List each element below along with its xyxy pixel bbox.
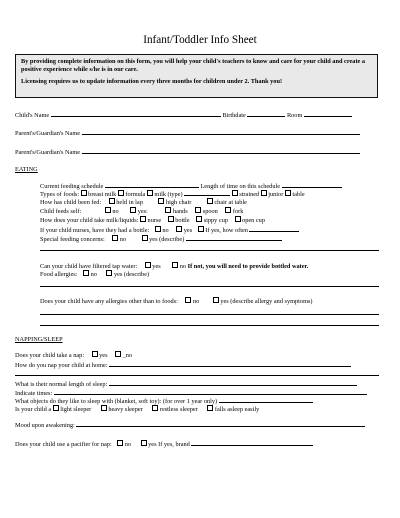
parent2-row (15, 147, 360, 157)
normal-length-field[interactable] (109, 379, 357, 386)
allergies-yes-label: yes (describe) (113, 271, 150, 278)
nap-no-checkbox[interactable] (115, 351, 121, 357)
special-line[interactable] (40, 250, 379, 251)
indicate-times-field[interactable] (54, 388, 367, 395)
child-name-row (15, 110, 352, 120)
bottle-label: bottle (175, 217, 190, 224)
other-allergies-no-label: no (192, 298, 200, 305)
nurses-yes-checkbox[interactable] (176, 226, 182, 232)
birthdate-label: Birthdate (222, 112, 246, 119)
parent1-row (15, 128, 360, 138)
licensing-text: Licensing requires us to update information every three months for children under 2. Thank you! (21, 78, 283, 86)
pacifier-brand-field[interactable] (191, 439, 313, 446)
nurse-label: nurse (147, 217, 162, 224)
held-in-lap-checkbox[interactable] (109, 198, 115, 204)
special-concerns-label: Special feeding concerns: (40, 236, 105, 243)
how-often-checkbox[interactable] (198, 226, 204, 232)
how-often-field[interactable] (249, 225, 299, 232)
intro-box (15, 54, 378, 98)
pacifier-yes-checkbox[interactable] (141, 440, 147, 446)
heavy-sleeper-label: heavy sleeper (108, 406, 143, 413)
nurse-checkbox[interactable] (140, 216, 146, 222)
pacifier-no-label: no (124, 441, 132, 448)
how-nap-label: How do you nap your child at home: (15, 362, 108, 369)
mood-label: Mood upon awakening: (15, 422, 75, 429)
room-label: Room (286, 112, 303, 119)
child-name-label: Child's Name (15, 112, 50, 119)
filtered-no-label: no (179, 263, 187, 270)
other-allergies-no-checkbox[interactable] (185, 297, 191, 303)
feeds-self-row (40, 207, 243, 216)
food-types-label: Types of foods: (40, 191, 80, 198)
length-label: Length of time on this schedule (200, 183, 281, 190)
mood-field[interactable] (76, 420, 365, 427)
feeds-self-yes-label: yes: (137, 208, 148, 215)
allergies-no-label: no (90, 271, 97, 278)
room-field[interactable] (304, 110, 352, 117)
other-allergies-yes-label: yes (describe allergy and symptoms) (220, 298, 313, 305)
falls-asleep-checkbox[interactable] (207, 405, 213, 411)
indicate-times-label: Indicate times: (15, 390, 53, 397)
chair-at-table-label: chair at table (214, 199, 247, 206)
open-cup-label: open cup (242, 217, 265, 224)
objects-label: What objects do they like to sleep with (blanket, soft toy): (for over 1 year only) (15, 398, 218, 405)
how-fed-row (40, 198, 247, 207)
hands-label: hands (172, 208, 188, 215)
fork-checkbox[interactable] (225, 207, 231, 213)
milk-type-label: milk (type) (154, 191, 183, 198)
child-name-field[interactable] (51, 110, 221, 117)
restless-sleeper-label: restless sleeper (159, 406, 198, 413)
allergies-yes-checkbox[interactable] (106, 270, 112, 276)
fork-label: fork (232, 208, 244, 215)
strained-checkbox[interactable] (232, 190, 238, 196)
falls-asleep-label: falls asleep easily (214, 406, 260, 413)
breast-milk-label: breast milk (88, 191, 117, 198)
objects-field[interactable] (219, 396, 313, 403)
nap-no-label: _no (122, 352, 133, 359)
take-milk-label: How does your child take milk/liquids: (40, 217, 139, 224)
take-nap-label: Does your child take a nap: (15, 352, 85, 359)
high-chair-label: high chair (165, 199, 192, 206)
feeds-self-no-label: no (112, 208, 119, 215)
sleeper-row (15, 405, 259, 414)
table-label: table (292, 191, 305, 198)
birthdate-field[interactable] (247, 110, 285, 117)
allergies-no-checkbox[interactable] (83, 270, 89, 276)
other-allergies-line-2[interactable] (40, 325, 379, 326)
parent1-field[interactable] (82, 128, 360, 135)
special-no-checkbox[interactable] (112, 235, 118, 241)
pacifier-brand-label: If yes, brand (158, 441, 190, 448)
other-allergies-row (40, 297, 313, 306)
nurses-no-label: no (162, 227, 169, 234)
eating-heading: EATING (15, 166, 38, 173)
sippy-cup-label: sippy cup (203, 217, 228, 224)
parent1-label: Parent's/Guardian's Name (15, 130, 81, 137)
strained-label: strained (239, 191, 260, 198)
other-allergies-label: Does your child have any allergies other than to foods: (40, 298, 178, 305)
special-describe-field[interactable] (186, 234, 282, 241)
sleeper-label: Is your child a (15, 406, 52, 413)
mood-row (15, 420, 365, 430)
how-nap-field[interactable] (109, 360, 351, 367)
open-cup-checkbox[interactable] (235, 216, 241, 222)
other-allergies-yes-checkbox[interactable] (213, 297, 219, 303)
special-yes-checkbox[interactable] (142, 235, 148, 241)
table-checkbox[interactable] (285, 190, 291, 196)
page-title: Infant/Toddler Info Sheet (143, 34, 257, 46)
heavy-sleeper-checkbox[interactable] (101, 405, 107, 411)
filtered-yes-label: yes (152, 263, 161, 270)
how-often-label: If yes, how often (205, 227, 248, 234)
chair-at-table-checkbox[interactable] (207, 198, 213, 204)
allergies-line-1[interactable] (40, 286, 379, 287)
special-no-label: no (119, 236, 127, 243)
hands-checkbox[interactable] (165, 207, 171, 213)
how-nap-line[interactable] (15, 375, 379, 376)
length-field[interactable] (282, 181, 342, 188)
light-sleeper-checkbox[interactable] (53, 405, 59, 411)
junior-checkbox[interactable] (261, 190, 267, 196)
bottled-water-note: If not, you will need to provide bottled water. (187, 263, 309, 270)
filtered-water-label: Can your child have filtered tap water: (40, 263, 138, 270)
nurses-yes-label: yes (183, 227, 193, 234)
parent2-label: Parent's/Guardian's Name (15, 149, 81, 156)
spoon-checkbox[interactable] (195, 207, 201, 213)
feeds-self-yes-checkbox[interactable] (130, 207, 136, 213)
take-milk-row (40, 216, 265, 225)
filtered-no-checkbox[interactable] (172, 262, 178, 268)
breast-milk-checkbox[interactable] (81, 190, 87, 196)
how-fed-label: How has child been fed: (40, 199, 102, 206)
schedule-label: Current feeding schedule (40, 183, 104, 190)
milk-type-checkbox[interactable] (147, 190, 153, 196)
how-nap-row (15, 360, 351, 370)
nap-yes-checkbox[interactable] (92, 351, 98, 357)
special-concerns-row (40, 234, 282, 244)
take-nap-row (15, 351, 132, 360)
light-sleeper-label: light sleeper (60, 406, 92, 413)
restless-sleeper-checkbox[interactable] (152, 405, 158, 411)
normal-length-label: What is their normal length of sleep: (15, 381, 108, 388)
held-in-lap-label: held in lap (116, 199, 143, 206)
pacifier-yes-label: yes (148, 441, 157, 448)
nap-yes-label: yes (99, 352, 108, 359)
formula-label: formula (125, 191, 146, 198)
milk-type-field[interactable] (184, 189, 230, 196)
pacifier-row (15, 439, 313, 449)
pacifier-label: Does your child use a pacifier for nap: (15, 441, 112, 448)
bottle-checkbox[interactable] (168, 216, 174, 222)
food-allergies-row (40, 270, 149, 279)
schedule-field[interactable] (105, 181, 199, 188)
feeds-self-no-checkbox[interactable] (105, 207, 111, 213)
pacifier-no-checkbox[interactable] (117, 440, 123, 446)
sippy-cup-checkbox[interactable] (196, 216, 202, 222)
nurses-label: If your child nurses, have they had a bottle: (40, 227, 150, 234)
nurses-no-checkbox[interactable] (155, 226, 161, 232)
intro-text: By providing complete information on this form, you will help your child's teachers to know and care for your child and create a positive experience while s/he is in our care. (21, 58, 366, 74)
feeds-self-label: Child feeds self: (40, 208, 82, 215)
spoon-label: spoon (202, 208, 218, 215)
food-allergies-label: Food allergies: (40, 271, 78, 278)
junior-label: junior (268, 191, 284, 198)
high-chair-checkbox[interactable] (158, 198, 164, 204)
other-allergies-line-1[interactable] (40, 314, 379, 315)
special-yes-label: yes (describe) (149, 236, 185, 243)
formula-checkbox[interactable] (118, 190, 124, 196)
napping-heading: NAPPING/SLEEP (15, 336, 63, 343)
filtered-yes-checkbox[interactable] (145, 262, 151, 268)
parent2-field[interactable] (82, 147, 360, 154)
